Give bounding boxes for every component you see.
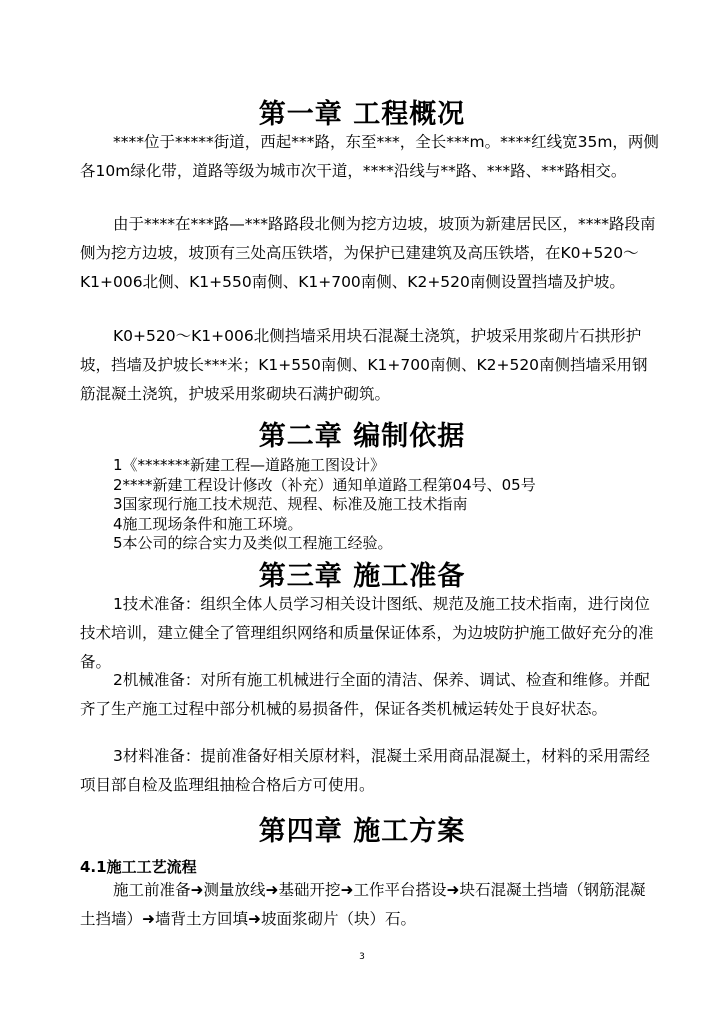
section-4-1-title: 4.1施工工艺流程 <box>80 858 197 876</box>
chapter-3-paragraph-3: 3材料准备：提前准备好相关原材料，混凝土采用商品混凝土，材料的采用需经项目部自检及监理组抽检合格后方可使用。 <box>80 747 650 794</box>
basis-item: 5本公司的综合实力及类似工程施工经验。 <box>113 534 393 552</box>
chapter-3-title: 第三章 施工准备 <box>258 561 466 592</box>
basis-item: 3国家现行施工技术规范、规程、标准及施工技术指南 <box>113 495 468 513</box>
page-number: 3 <box>359 952 365 962</box>
chapter-1-title: 第一章 工程概况 <box>258 99 466 130</box>
chapter-3-paragraph-1: 1技术准备：组织全体人员学习相关设计图纸、规范及施工技术指南，进行岗位技术培训，建立健全了管理组织网络和质量保证体系，为边坡防护施工做好充分的准备。 <box>80 595 654 671</box>
chapter-1-paragraph-1: ****位于*****街道，西起***路，东至***，全长***m。****红线宽35m，两侧各10m绿化带，道路等级为城市次干道，****沿线与**路、***路、***路相交。 <box>80 133 659 180</box>
basis-list <box>113 456 673 554</box>
chapter-1-paragraph-2: 由于****在***路—***路路段北侧为挖方边坡，坡顶为新建居民区，****路段南侧为挖方边坡，坡顶有三处高压铁塔，为保护已建建筑及高压铁塔，在K0+520～K1+006北侧、K1+550南侧、K1+700南侧、K2+520南侧设置挡墙及护坡。 <box>80 215 656 291</box>
chapter-3-paragraph-2: 2机械准备：对所有施工机械进行全面的清洁、保养、调试、检查和维修。并配齐了生产施工过程中部分机械的易损备件，保证各类机械运转处于良好状态。 <box>80 671 650 718</box>
basis-item: 4施工现场条件和施工环境。 <box>113 514 303 533</box>
chapter-2-title: 第二章 编制依据 <box>258 421 466 452</box>
chapter-4-paragraph-1: 施工前准备➜测量放线➜基础开挖➜工作平台搭设➜块石混凝土挡墙（钢筋混凝土挡墙）➜墙背土方回填➜坡面浆砌片（块）石。 <box>80 881 646 928</box>
chapter-1-paragraph-3: K0+520～K1+006北侧挡墙采用块石混凝土浇筑，护坡采用浆砌片石拱形护坡，挡墙及护坡长***米；K1+550南侧、K1+700南侧、K2+520南侧挡墙采用钢筋混凝土浇筑，护坡采用浆砌块石满护砌筑。 <box>80 327 648 403</box>
chapter-4-title: 第四章 施工方案 <box>258 816 466 847</box>
basis-item: 1《*******新建工程—道路施工图设计》 <box>113 456 386 474</box>
basis-item: 2****新建工程设计修改（补充）通知单道路工程第04号、05号 <box>113 475 536 494</box>
